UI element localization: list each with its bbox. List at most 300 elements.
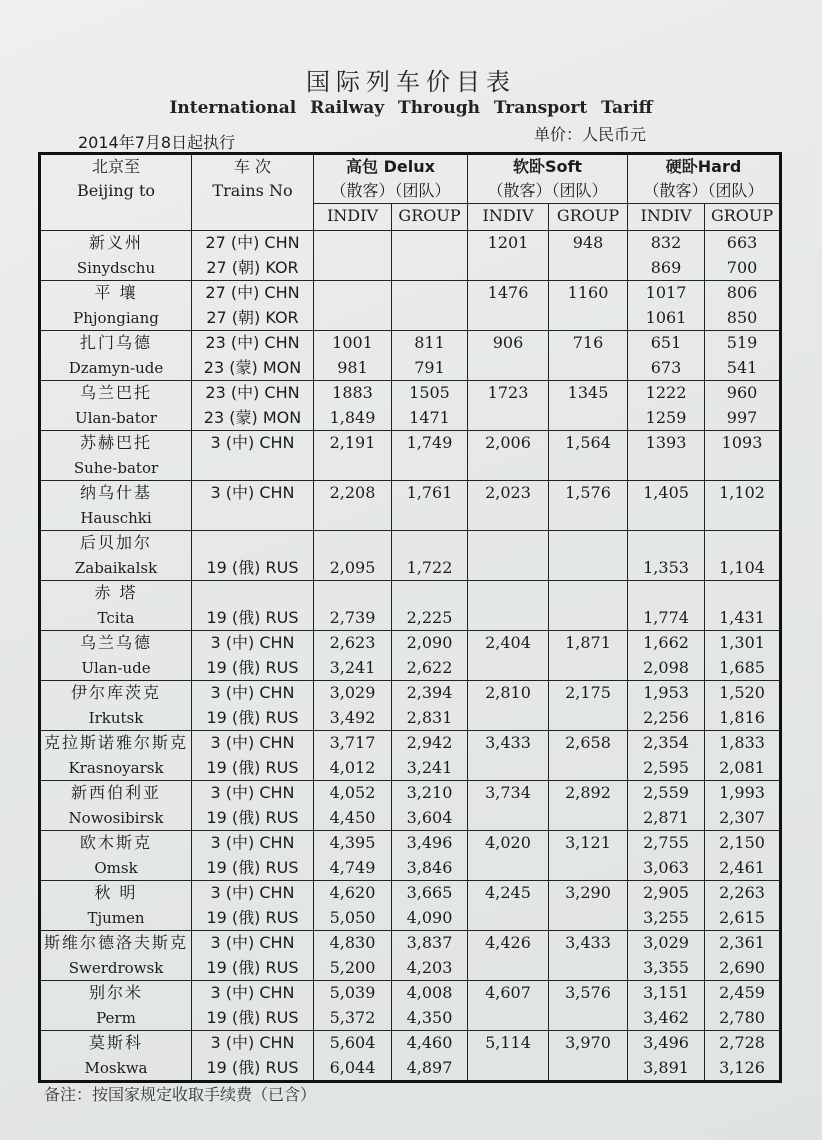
price-value <box>549 581 627 606</box>
destination-cell <box>40 381 192 431</box>
train-no: 19 (俄) RUS <box>206 907 299 927</box>
price-value: 1,520 <box>719 683 765 702</box>
price-cell-delux-group <box>392 831 468 881</box>
destination-zh: 扎门乌德 <box>79 333 152 352</box>
table-row <box>40 381 781 431</box>
destination-zh: 克拉斯诺雅尔斯克 <box>43 733 188 752</box>
price-value: 2,256 <box>643 707 689 727</box>
price-value <box>549 806 627 831</box>
header-class-hard: 硬卧Hard （散客）（团队） <box>628 154 781 204</box>
destination-zh: 欧木斯克 <box>79 833 152 852</box>
train-no <box>192 531 313 556</box>
price-value: 4,620 <box>329 883 376 902</box>
destination-cell <box>40 631 192 681</box>
price-value: 3,126 <box>719 1057 765 1077</box>
price-value <box>468 506 548 531</box>
table-row <box>40 881 781 931</box>
price-value <box>468 581 548 606</box>
price-value <box>392 531 467 556</box>
train-no-cell <box>192 681 314 731</box>
price-value: 1,761 <box>406 483 453 502</box>
price-value <box>549 1006 627 1031</box>
price-cell-soft-group <box>549 781 628 831</box>
table-row <box>40 931 781 981</box>
destination-en: Irkutsk <box>88 708 144 727</box>
train-no: 27 (中) CHN <box>205 233 300 252</box>
page-title-zh: 国际列车价目表 <box>306 68 516 96</box>
price-value: 3,496 <box>643 1033 689 1052</box>
price-value: 960 <box>726 383 758 402</box>
table-row <box>40 981 781 1031</box>
price-value: 2,081 <box>719 757 765 777</box>
train-no-cell <box>192 481 314 531</box>
train-no: 27 (中) CHN <box>205 283 300 302</box>
destination-zh: 纳乌什基 <box>79 483 152 502</box>
train-no-cell <box>192 431 314 481</box>
price-cell-soft-group <box>549 331 628 381</box>
price-value: 2,208 <box>329 483 376 502</box>
price-cell-delux-indiv <box>314 1031 392 1082</box>
destination-cell <box>40 831 192 881</box>
price-cell-delux-group <box>392 431 468 481</box>
price-cell-delux-group <box>392 581 468 631</box>
price-value: 2,810 <box>485 683 531 702</box>
price-value <box>314 256 391 281</box>
price-value <box>468 956 548 981</box>
destination-cell <box>40 331 192 381</box>
train-no-cell <box>192 531 314 581</box>
table-row <box>40 531 781 581</box>
destination-en: Zabaikalsk <box>74 558 158 577</box>
train-no: 3 (中) CHN <box>210 433 295 452</box>
price-value: 519 <box>726 333 758 352</box>
table-row <box>40 681 781 731</box>
train-no: 23 (蒙) MON <box>203 357 302 377</box>
price-value: 5,372 <box>329 1007 376 1027</box>
price-value <box>468 556 548 581</box>
destination-zh: 莫斯科 <box>88 1033 143 1052</box>
price-value <box>628 531 704 556</box>
train-no: 19 (俄) RUS <box>206 707 299 727</box>
price-value: 2,404 <box>485 633 531 652</box>
header-delux-group: GROUP <box>392 204 468 231</box>
price-value: 3,029 <box>643 933 689 952</box>
price-value: 806 <box>726 283 758 302</box>
price-value <box>468 1006 548 1031</box>
price-value: 2,622 <box>406 657 453 677</box>
price-value: 2,090 <box>406 633 453 652</box>
price-cell-hard-group <box>705 281 781 331</box>
price-value: 2,006 <box>485 433 531 452</box>
price-cell-soft-group <box>549 681 628 731</box>
price-cell-hard-indiv <box>628 781 705 831</box>
price-value <box>628 581 704 606</box>
train-no-cell <box>192 231 314 281</box>
destination-zh: 赤 塔 <box>94 583 138 602</box>
price-cell-hard-indiv <box>628 481 705 531</box>
price-value: 2,394 <box>406 683 453 702</box>
price-value <box>705 531 779 556</box>
destination-en: Hauschki <box>80 508 152 527</box>
price-value: 3,576 <box>565 983 611 1002</box>
price-cell-hard-indiv <box>628 831 705 881</box>
price-value <box>468 1056 548 1081</box>
train-no-cell <box>192 831 314 881</box>
price-value: 6,044 <box>329 1057 376 1077</box>
price-value: 832 <box>650 233 682 252</box>
price-value: 3,734 <box>485 783 531 802</box>
price-cell-hard-group <box>705 1031 781 1082</box>
price-value <box>468 356 548 381</box>
price-value: 4,245 <box>485 883 531 902</box>
header-soft-group: GROUP <box>549 204 628 231</box>
tariff-table <box>38 152 782 1083</box>
train-no: 19 (俄) RUS <box>206 657 299 677</box>
price-cell-hard-indiv <box>628 281 705 331</box>
price-cell-soft-group <box>549 731 628 781</box>
price-value: 5,200 <box>329 957 376 977</box>
price-value: 4,012 <box>329 757 376 777</box>
destination-cell <box>40 281 192 331</box>
price-value <box>705 456 779 481</box>
price-value: 2,459 <box>719 983 765 1002</box>
price-value: 3,604 <box>406 807 453 827</box>
price-value: 1471 <box>409 407 450 427</box>
price-cell-hard-group <box>705 881 781 931</box>
header-soft-indiv: INDIV <box>468 204 549 231</box>
price-value: 1,564 <box>565 433 611 452</box>
table-row <box>40 331 781 381</box>
price-value <box>549 256 627 281</box>
price-value: 1017 <box>645 283 687 302</box>
price-value: 2,831 <box>406 707 453 727</box>
train-no-cell <box>192 281 314 331</box>
price-cell-delux-indiv <box>314 581 392 631</box>
price-value: 1001 <box>332 333 373 352</box>
price-value: 2,225 <box>406 607 453 627</box>
price-value: 1,816 <box>719 707 765 727</box>
price-cell-delux-group <box>392 381 468 431</box>
train-no: 19 (俄) RUS <box>206 757 299 777</box>
header-destination: 北京至 Beijing to <box>40 154 192 231</box>
price-value <box>549 556 627 581</box>
destination-en: Ulan-ude <box>81 658 151 677</box>
train-no: 3 (中) CHN <box>210 783 295 802</box>
price-value <box>549 406 627 431</box>
price-cell-hard-indiv <box>628 581 705 631</box>
price-cell-delux-indiv <box>314 731 392 781</box>
table-row <box>40 831 781 881</box>
price-value: 4,426 <box>485 933 531 952</box>
price-value: 1,102 <box>719 483 765 502</box>
price-value: 1259 <box>645 407 687 427</box>
price-value <box>549 1056 627 1081</box>
price-value: 2,755 <box>643 833 689 852</box>
price-value <box>549 531 627 556</box>
train-no-cell <box>192 881 314 931</box>
train-no: 3 (中) CHN <box>210 883 295 902</box>
price-value: 4,020 <box>485 833 531 852</box>
price-value <box>314 306 391 331</box>
price-value <box>628 506 704 531</box>
destination-cell <box>40 731 192 781</box>
destination-cell <box>40 581 192 631</box>
destination-en: Tcita <box>97 608 135 627</box>
destination-en: Perm <box>96 1008 136 1027</box>
price-cell-hard-indiv <box>628 981 705 1031</box>
price-value: 3,210 <box>406 783 453 802</box>
price-cell-soft-group <box>549 231 628 281</box>
price-value <box>549 356 627 381</box>
destination-zh: 新西伯利亚 <box>70 783 161 802</box>
destination-zh: 秋 明 <box>94 883 138 902</box>
destination-cell <box>40 931 192 981</box>
table-row <box>40 1031 781 1082</box>
train-no: 19 (俄) RUS <box>206 857 299 877</box>
price-value: 2,263 <box>719 883 765 902</box>
price-cell-delux-group <box>392 531 468 581</box>
train-no: 19 (俄) RUS <box>206 807 299 827</box>
price-value: 1,953 <box>643 683 689 702</box>
price-value: 3,029 <box>329 683 376 702</box>
price-value: 1,849 <box>329 407 376 427</box>
price-value: 1160 <box>567 283 609 302</box>
price-value <box>392 581 467 606</box>
price-cell-hard-indiv <box>628 431 705 481</box>
price-value <box>468 306 548 331</box>
price-cell-delux-group <box>392 231 468 281</box>
header-class-delux: 高包 Delux （散客）（团队） <box>314 154 468 204</box>
price-cell-soft-indiv <box>468 581 549 631</box>
price-value <box>549 756 627 781</box>
destination-zh: 平 壤 <box>94 283 138 302</box>
price-cell-soft-indiv <box>468 281 549 331</box>
price-value: 1,749 <box>406 433 453 452</box>
train-no: 23 (蒙) MON <box>203 407 302 427</box>
price-cell-hard-group <box>705 531 781 581</box>
price-value: 4,830 <box>329 933 376 952</box>
price-value <box>314 456 391 481</box>
destination-cell <box>40 481 192 531</box>
price-value: 1505 <box>409 383 450 402</box>
header-hard-indiv: INDIV <box>628 204 705 231</box>
price-value <box>468 606 548 631</box>
price-cell-delux-indiv <box>314 531 392 581</box>
price-value: 869 <box>650 257 682 277</box>
train-no: 19 (俄) RUS <box>206 1007 299 1027</box>
price-value: 2,942 <box>406 733 453 752</box>
price-cell-soft-indiv <box>468 681 549 731</box>
train-no-cell <box>192 331 314 381</box>
price-value <box>549 906 627 931</box>
price-cell-hard-group <box>705 481 781 531</box>
price-value: 1093 <box>721 433 763 452</box>
price-value: 1345 <box>567 383 609 402</box>
price-cell-hard-group <box>705 931 781 981</box>
price-value: 2,739 <box>329 607 376 627</box>
destination-cell <box>40 1031 192 1082</box>
price-cell-delux-indiv <box>314 981 392 1031</box>
train-no-cell <box>192 981 314 1031</box>
price-value: 3,290 <box>565 883 611 902</box>
price-value: 2,658 <box>565 733 611 752</box>
price-value: 3,241 <box>406 757 453 777</box>
price-value: 1,104 <box>719 557 765 577</box>
price-value: 2,191 <box>329 433 376 452</box>
destination-zh: 乌兰乌德 <box>79 633 152 652</box>
price-value: 3,241 <box>329 657 376 677</box>
train-no: 19 (俄) RUS <box>206 607 299 627</box>
price-cell-hard-group <box>705 631 781 681</box>
price-value <box>314 531 391 556</box>
price-value: 3,433 <box>565 933 611 952</box>
price-value: 3,837 <box>406 933 453 952</box>
price-value: 2,728 <box>719 1033 765 1052</box>
price-value <box>314 281 391 306</box>
destination-cell <box>40 681 192 731</box>
destination-en: Sinydschu <box>76 258 156 277</box>
price-value: 3,255 <box>643 907 689 927</box>
train-no-cell <box>192 1031 314 1082</box>
price-value: 5,114 <box>485 1033 531 1052</box>
train-no: 23 (中) CHN <box>205 383 300 402</box>
price-value: 2,095 <box>329 557 376 577</box>
price-value: 2,780 <box>719 1007 765 1027</box>
train-no: 3 (中) CHN <box>210 633 295 652</box>
price-cell-soft-indiv <box>468 431 549 481</box>
destination-cell <box>40 881 192 931</box>
price-cell-hard-group <box>705 781 781 831</box>
price-value: 651 <box>650 333 682 352</box>
price-value <box>314 506 391 531</box>
train-no: 19 (俄) RUS <box>206 957 299 977</box>
price-value: 5,039 <box>329 983 376 1002</box>
destination-en: Phjongiang <box>73 308 159 327</box>
price-value: 3,492 <box>329 707 376 727</box>
price-cell-delux-group <box>392 781 468 831</box>
price-cell-soft-group <box>549 581 628 631</box>
price-value <box>549 656 627 681</box>
price-value <box>392 506 467 531</box>
price-cell-delux-indiv <box>314 481 392 531</box>
price-cell-delux-indiv <box>314 931 392 981</box>
price-value <box>549 956 627 981</box>
price-value: 4,450 <box>329 807 376 827</box>
price-value: 1883 <box>332 383 373 402</box>
price-value: 997 <box>726 407 758 427</box>
price-cell-delux-group <box>392 731 468 781</box>
price-cell-soft-indiv <box>468 631 549 681</box>
price-cell-hard-group <box>705 231 781 281</box>
price-cell-hard-group <box>705 381 781 431</box>
destination-en: Moskwa <box>84 1058 148 1077</box>
price-value: 716 <box>572 333 604 352</box>
price-value: 2,354 <box>643 733 689 752</box>
price-value <box>468 406 548 431</box>
train-no: 3 (中) CHN <box>210 933 295 952</box>
price-value: 1,405 <box>643 483 689 502</box>
price-value: 2,892 <box>565 783 611 802</box>
price-value: 3,496 <box>406 833 453 852</box>
price-value: 4,350 <box>406 1007 453 1027</box>
price-value: 2,623 <box>329 633 376 652</box>
price-value: 1393 <box>645 433 687 452</box>
price-value <box>468 531 548 556</box>
price-value <box>468 806 548 831</box>
table-row <box>40 631 781 681</box>
price-cell-hard-indiv <box>628 681 705 731</box>
price-value <box>468 756 548 781</box>
price-cell-soft-group <box>549 881 628 931</box>
price-value: 1476 <box>487 283 529 302</box>
price-cell-delux-indiv <box>314 381 392 431</box>
price-value: 3,717 <box>329 733 376 752</box>
price-cell-delux-group <box>392 1031 468 1082</box>
destination-zh: 后贝加尔 <box>79 533 152 552</box>
price-value: 3,433 <box>485 733 531 752</box>
price-cell-delux-group <box>392 981 468 1031</box>
price-cell-delux-indiv <box>314 781 392 831</box>
price-value <box>549 456 627 481</box>
price-value <box>392 256 467 281</box>
price-value: 4,203 <box>406 957 453 977</box>
price-value: 811 <box>414 333 445 352</box>
price-value <box>314 231 391 256</box>
price-value: 3,891 <box>643 1057 689 1077</box>
price-value: 2,461 <box>719 857 765 877</box>
price-value: 4,052 <box>329 783 376 802</box>
price-value: 1,662 <box>643 633 689 652</box>
price-cell-hard-indiv <box>628 731 705 781</box>
price-cell-delux-indiv <box>314 831 392 881</box>
price-value: 2,615 <box>719 907 765 927</box>
price-cell-hard-indiv <box>628 881 705 931</box>
price-cell-soft-group <box>549 831 628 881</box>
price-value <box>468 856 548 881</box>
train-no: 23 (中) CHN <box>205 333 300 352</box>
destination-en: Dzamyn-ude <box>68 358 164 377</box>
destination-en: Omsk <box>94 858 138 877</box>
price-value <box>468 256 548 281</box>
destination-en: Krasnoyarsk <box>68 758 164 777</box>
price-value: 3,063 <box>643 857 689 877</box>
price-cell-hard-indiv <box>628 931 705 981</box>
table-row <box>40 581 781 631</box>
destination-zh: 乌兰巴托 <box>79 383 152 402</box>
price-cell-delux-group <box>392 881 468 931</box>
price-value: 4,607 <box>485 983 531 1002</box>
price-value: 4,395 <box>329 833 376 852</box>
price-cell-hard-indiv <box>628 231 705 281</box>
price-cell-delux-indiv <box>314 331 392 381</box>
price-value: 2,150 <box>719 833 765 852</box>
price-value: 1,353 <box>643 557 689 577</box>
destination-zh: 伊尔库茨克 <box>70 683 161 702</box>
price-cell-soft-group <box>549 431 628 481</box>
price-cell-hard-group <box>705 731 781 781</box>
price-value: 1,301 <box>719 633 765 652</box>
price-value: 2,098 <box>643 657 689 677</box>
price-cell-soft-group <box>549 381 628 431</box>
header-class-soft: 软卧Soft （散客）（团队） <box>468 154 628 204</box>
train-no: 3 (中) CHN <box>210 683 295 702</box>
price-value: 1,685 <box>719 657 765 677</box>
price-value: 1,833 <box>719 733 765 752</box>
effective-date: 2014年7月8日起执行 <box>78 133 236 152</box>
price-cell-hard-group <box>705 331 781 381</box>
price-value: 1201 <box>487 233 529 252</box>
price-cell-soft-indiv <box>468 331 549 381</box>
